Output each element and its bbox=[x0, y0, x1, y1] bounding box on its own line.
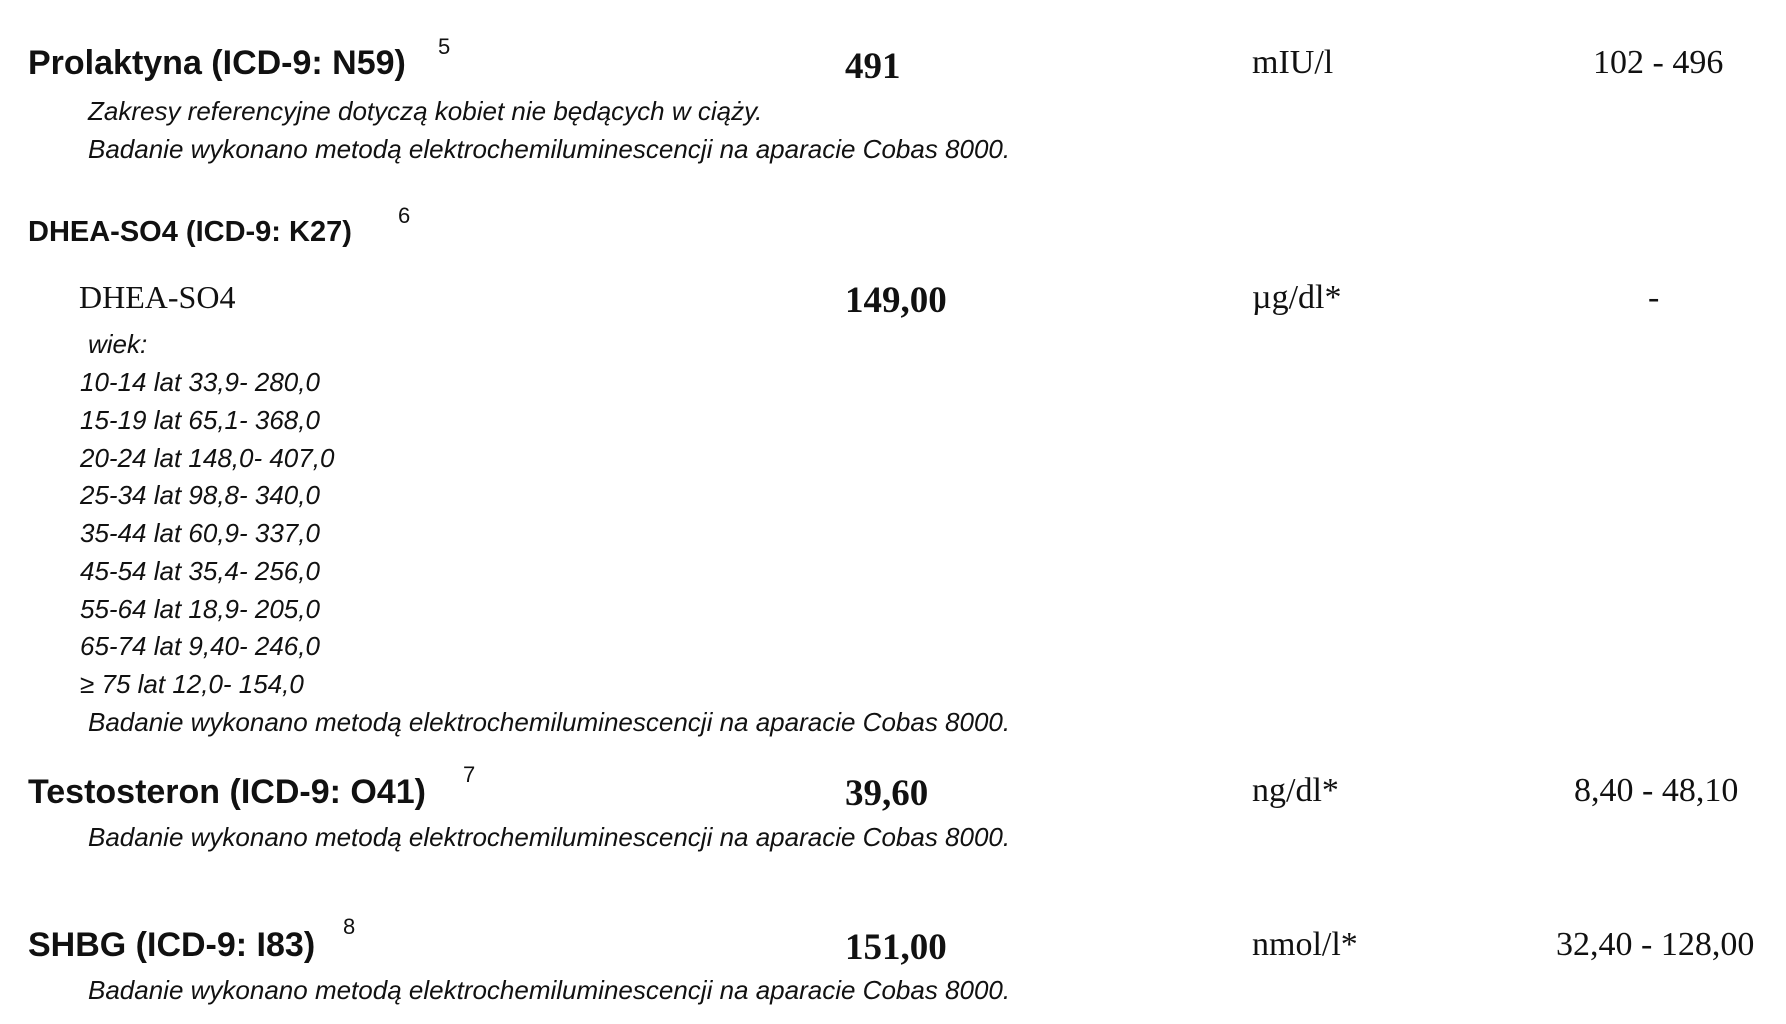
age-range-line: 45-54 lat 35,4- 256,0 bbox=[80, 556, 320, 586]
footnote-marker: 5 bbox=[438, 34, 451, 59]
footnote-marker: 8 bbox=[343, 914, 356, 939]
result-note: Zakresy referencyjne dotyczą kobiet nie będących w ciąży. bbox=[88, 96, 763, 126]
method-note: Badanie wykonano metodą elektrochemiluminescencji na aparacie Cobas 8000. bbox=[88, 134, 1011, 164]
result-value: 491 bbox=[845, 46, 901, 87]
age-range-line: 65-74 lat 9,40- 246,0 bbox=[80, 631, 320, 661]
age-range-line: 20-24 lat 148,0- 407,0 bbox=[80, 443, 335, 473]
result-unit: µg/dl* bbox=[1252, 279, 1342, 316]
age-label: wiek: bbox=[88, 329, 148, 359]
age-range-line: 15-19 lat 65,1- 368,0 bbox=[80, 405, 320, 435]
test-name-dhea-so4: DHEA-SO4 (ICD-9: K27) bbox=[28, 216, 352, 248]
test-name-prolaktyna: Prolaktyna (ICD-9: N59) bbox=[28, 44, 406, 82]
age-range-line: 55-64 lat 18,9- 205,0 bbox=[80, 594, 320, 624]
method-note: Badanie wykonano metodą elektrochemiluminescencji na aparacie Cobas 8000. bbox=[88, 707, 1011, 737]
method-note: Badanie wykonano metodą elektrochemiluminescencji na aparacie Cobas 8000. bbox=[88, 975, 1011, 1005]
age-range-line: 25-34 lat 98,8- 340,0 bbox=[80, 480, 320, 510]
footnote-marker: 7 bbox=[463, 762, 476, 787]
age-range-line: ≥ 75 lat 12,0- 154,0 bbox=[80, 669, 304, 699]
result-value: 149,00 bbox=[845, 280, 947, 321]
test-name-testosteron: Testosteron (ICD-9: O41) bbox=[28, 773, 426, 811]
age-range-line: 10-14 lat 33,9- 280,0 bbox=[80, 367, 320, 397]
result-unit: nmol/l* bbox=[1252, 926, 1358, 963]
reference-range: 8,40 - 48,10 bbox=[1574, 772, 1739, 809]
sub-test-name: DHEA-SO4 bbox=[79, 279, 236, 315]
result-value: 151,00 bbox=[845, 927, 947, 968]
method-note: Badanie wykonano metodą elektrochemiluminescencji na aparacie Cobas 8000. bbox=[88, 822, 1011, 852]
result-unit: mIU/l bbox=[1252, 44, 1334, 81]
result-unit: ng/dl* bbox=[1252, 772, 1339, 809]
reference-range: 32,40 - 128,00 bbox=[1556, 926, 1755, 963]
footnote-marker: 6 bbox=[398, 203, 411, 228]
age-range-line: 35-44 lat 60,9- 337,0 bbox=[80, 518, 320, 548]
reference-range: - bbox=[1648, 279, 1660, 316]
result-value: 39,60 bbox=[845, 773, 929, 814]
reference-range: 102 - 496 bbox=[1593, 44, 1724, 81]
test-name-shbg: SHBG (ICD-9: I83) bbox=[28, 926, 316, 964]
